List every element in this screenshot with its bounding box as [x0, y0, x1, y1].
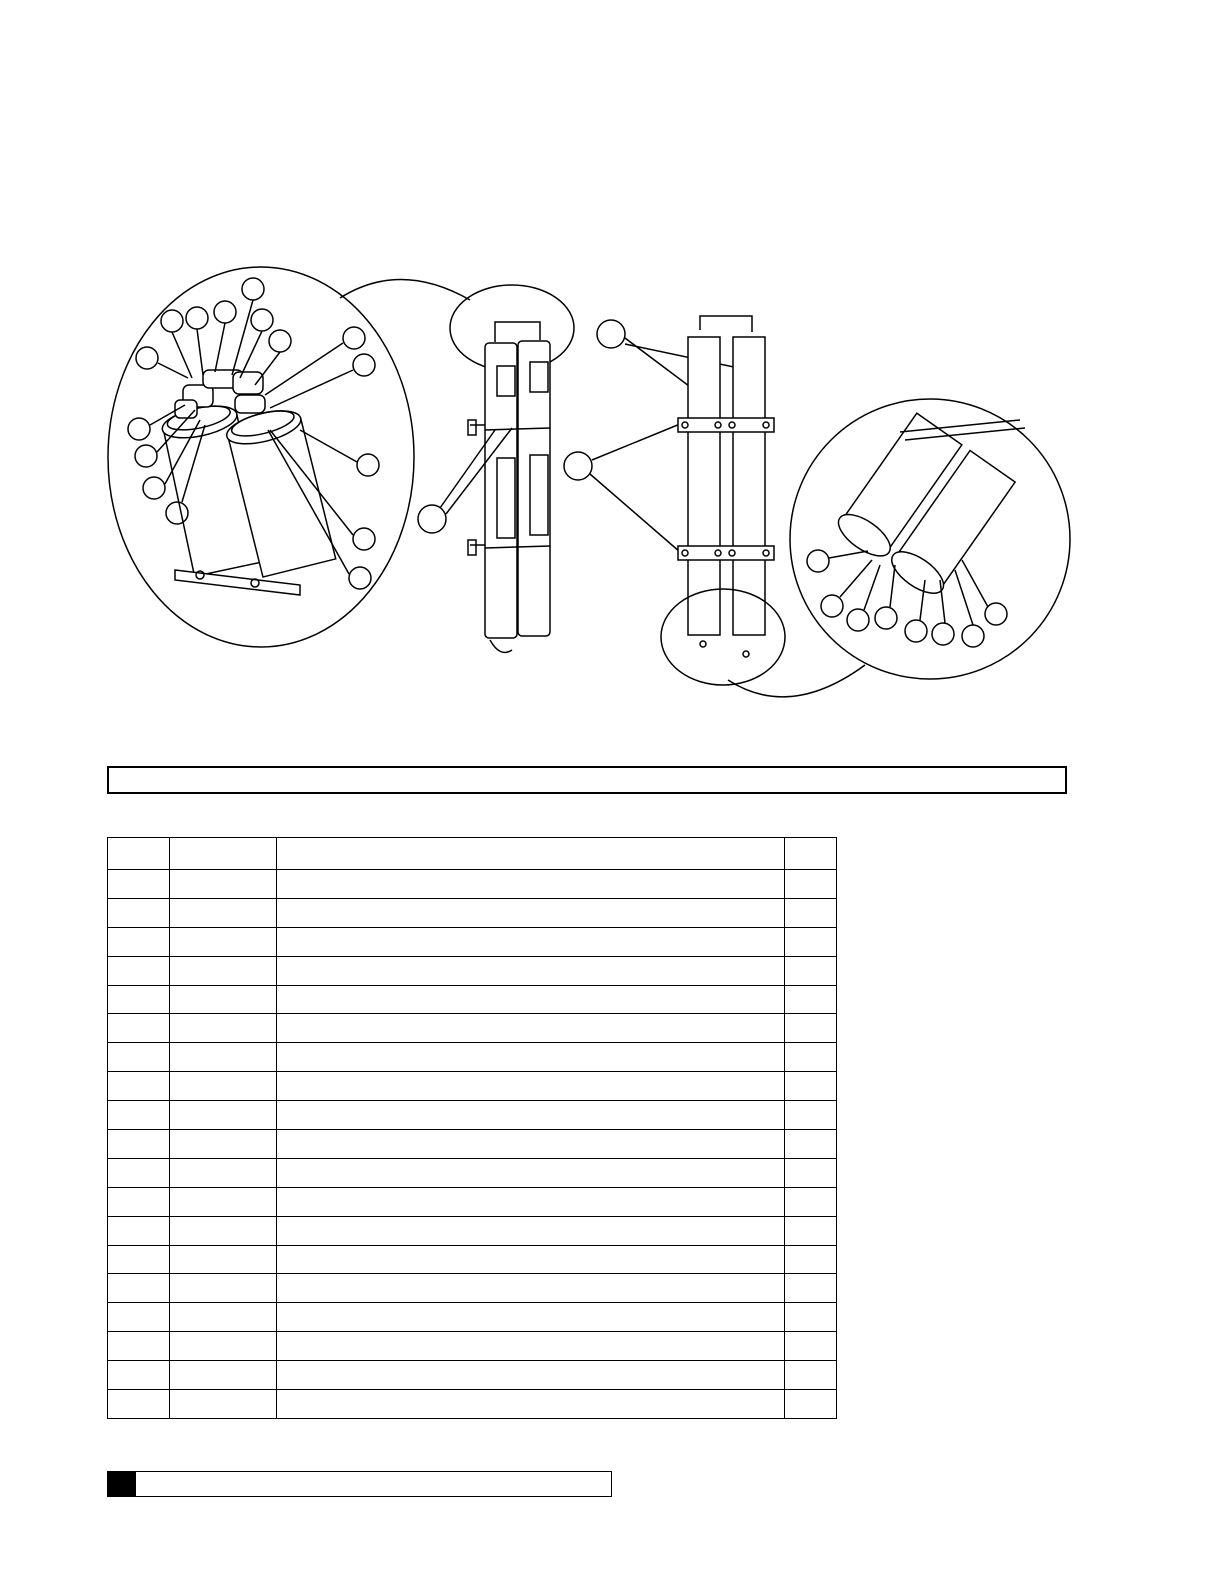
table-row: [108, 1158, 837, 1187]
cell-part-number: [170, 1303, 277, 1332]
cell-description: [277, 1101, 785, 1130]
cell-part-number: [170, 1361, 277, 1390]
cell-quantity: [785, 870, 837, 899]
cell-item: [108, 1187, 170, 1216]
header-quantity: [785, 838, 837, 870]
header-item: [108, 838, 170, 870]
section-title-bar: [107, 766, 1067, 794]
cell-item: [108, 927, 170, 956]
cell-quantity: [785, 1332, 837, 1361]
cell-quantity: [785, 985, 837, 1014]
cell-quantity: [785, 927, 837, 956]
page-footer: [107, 1471, 612, 1497]
cell-quantity: [785, 1072, 837, 1101]
cell-description: [277, 1072, 785, 1101]
cell-description: [277, 1130, 785, 1159]
cell-description: [277, 985, 785, 1014]
cell-quantity: [785, 1216, 837, 1245]
cell-part-number: [170, 1187, 277, 1216]
cell-part-number: [170, 1101, 277, 1130]
cell-item: [108, 956, 170, 985]
table-row: [108, 1361, 837, 1390]
cell-quantity: [785, 1187, 837, 1216]
cell-item: [108, 1274, 170, 1303]
page-number-tab: [108, 1472, 136, 1496]
cell-part-number: [170, 927, 277, 956]
cell-quantity: [785, 1043, 837, 1072]
cell-part-number: [170, 1274, 277, 1303]
table-header-row: [108, 838, 837, 870]
cell-item: [108, 1245, 170, 1274]
table-row: [108, 956, 837, 985]
cell-item: [108, 1390, 170, 1419]
table-row: [108, 1130, 837, 1159]
cell-item: [108, 1361, 170, 1390]
table-row: [108, 985, 837, 1014]
cell-quantity: [785, 956, 837, 985]
cell-description: [277, 1390, 785, 1419]
cell-item: [108, 1130, 170, 1159]
cell-item: [108, 1014, 170, 1043]
cell-item: [108, 985, 170, 1014]
table-row: [108, 1274, 837, 1303]
cell-part-number: [170, 985, 277, 1014]
header-part-number: [170, 838, 277, 870]
table-row: [108, 870, 837, 899]
cell-description: [277, 1043, 785, 1072]
cell-description: [277, 956, 785, 985]
cell-quantity: [785, 1101, 837, 1130]
cell-quantity: [785, 898, 837, 927]
table-row: [108, 1303, 837, 1332]
table-row: [108, 1216, 837, 1245]
cell-item: [108, 1216, 170, 1245]
cell-quantity: [785, 1130, 837, 1159]
right-assembly: [661, 316, 1070, 697]
cell-description: [277, 1361, 785, 1390]
cell-item: [108, 1101, 170, 1130]
table-row: [108, 1072, 837, 1101]
table-row: [108, 927, 837, 956]
table-row: [108, 898, 837, 927]
cell-item: [108, 1043, 170, 1072]
cell-quantity: [785, 1361, 837, 1390]
cell-item: [108, 1158, 170, 1187]
cell-description: [277, 1014, 785, 1043]
exploded-view-figure: [0, 0, 1224, 760]
cell-description: [277, 870, 785, 899]
table-row: [108, 1043, 837, 1072]
cell-part-number: [170, 1158, 277, 1187]
cell-description: [277, 1158, 785, 1187]
cell-part-number: [170, 1216, 277, 1245]
table-row: [108, 1187, 837, 1216]
cell-part-number: [170, 1390, 277, 1419]
cell-item: [108, 1332, 170, 1361]
table-row: [108, 1101, 837, 1130]
cell-item: [108, 1303, 170, 1332]
cell-quantity: [785, 1014, 837, 1043]
cell-part-number: [170, 870, 277, 899]
parts-list-table: [107, 837, 837, 1419]
cell-item: [108, 1072, 170, 1101]
cell-part-number: [170, 898, 277, 927]
cell-description: [277, 1332, 785, 1361]
cell-quantity: [785, 1274, 837, 1303]
cell-quantity: [785, 1303, 837, 1332]
left-detail-view: [108, 267, 470, 647]
section-title: [109, 768, 1065, 776]
cell-part-number: [170, 1130, 277, 1159]
table-row: [108, 1390, 837, 1419]
cell-description: [277, 1245, 785, 1274]
table-row: [108, 1332, 837, 1361]
cell-item: [108, 870, 170, 899]
cell-description: [277, 927, 785, 956]
cell-description: [277, 1303, 785, 1332]
cell-part-number: [170, 956, 277, 985]
cell-description: [277, 1274, 785, 1303]
table-row: [108, 1245, 837, 1274]
cell-part-number: [170, 1072, 277, 1101]
cell-item: [108, 898, 170, 927]
cell-part-number: [170, 1014, 277, 1043]
cell-part-number: [170, 1043, 277, 1072]
table-row: [108, 1014, 837, 1043]
cell-description: [277, 898, 785, 927]
header-description: [277, 838, 785, 870]
cell-description: [277, 1216, 785, 1245]
cell-part-number: [170, 1245, 277, 1274]
cell-quantity: [785, 1390, 837, 1419]
cell-quantity: [785, 1158, 837, 1187]
cell-part-number: [170, 1332, 277, 1361]
cell-description: [277, 1187, 785, 1216]
cell-quantity: [785, 1245, 837, 1274]
